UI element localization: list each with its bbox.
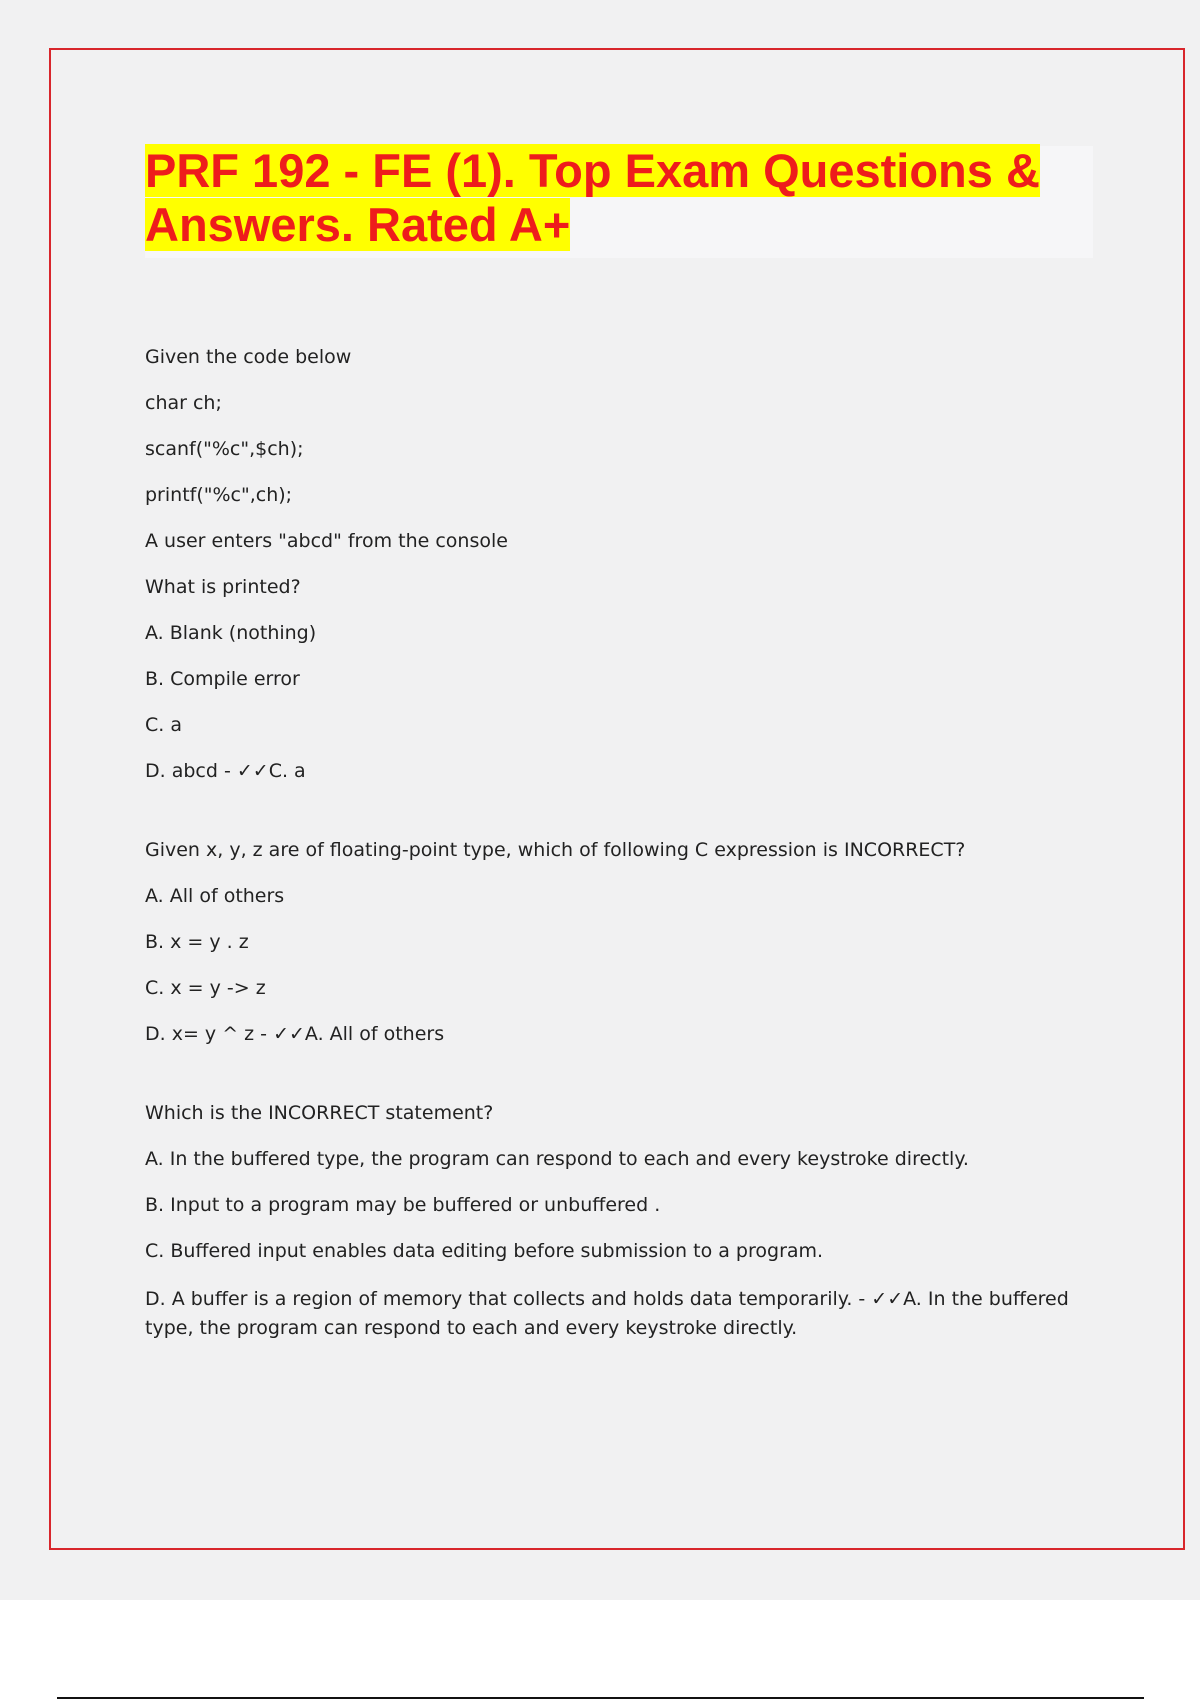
answer-option: A. Blank (nothing) bbox=[145, 622, 317, 644]
question-line: printf("%c",ch); bbox=[145, 484, 293, 506]
answer-option: C. x = y -> z bbox=[145, 977, 266, 999]
question-line: Given x, y, z are of floating-point type, which of following C expression is INCORRECT? bbox=[145, 839, 966, 861]
question-block-1 bbox=[145, 345, 1085, 783]
answer-option: A. All of others bbox=[145, 885, 285, 907]
question-line: Given the code below bbox=[145, 346, 352, 368]
answer-option-with-key: D. abcd - ✓✓C. a bbox=[145, 760, 306, 782]
answer-option: B. x = y . z bbox=[145, 931, 249, 953]
answer-option: A. In the buffered type, the program can respond to each and every keystroke directly. bbox=[145, 1148, 969, 1170]
answer-option-with-key: D. x= y ^ z - ✓✓A. All of others bbox=[145, 1023, 445, 1045]
question-block-3 bbox=[145, 1101, 1085, 1343]
answer-option: C. a bbox=[145, 714, 182, 736]
answer-option: B. Compile error bbox=[145, 668, 300, 690]
question-line: Which is the INCORRECT statement? bbox=[145, 1102, 494, 1124]
question-line: scanf("%c",$ch); bbox=[145, 438, 304, 460]
question-line: A user enters "abcd" from the console bbox=[145, 530, 508, 552]
answer-option: C. Buffered input enables data editing before submission to a program. bbox=[145, 1240, 824, 1262]
question-line: char ch; bbox=[145, 392, 222, 414]
document-title bbox=[145, 144, 1093, 252]
document-title-text: PRF 192 - FE (1). Top Exam Questions & Answers. Rated A+ bbox=[145, 144, 1040, 251]
answer-option-with-key: D. A buffer is a region of memory that collects and holds data temporarily. - ✓✓A. In the buffered type, the program can respond to each and every keystroke directly. bbox=[145, 1288, 1075, 1339]
footer-divider bbox=[57, 1697, 1144, 1699]
questions-content bbox=[145, 345, 1085, 1398]
question-block-2 bbox=[145, 838, 1085, 1046]
title-block bbox=[145, 144, 1093, 252]
answer-option: B. Input to a program may be buffered or unbuffered . bbox=[145, 1194, 661, 1216]
question-line: What is printed? bbox=[145, 576, 301, 598]
